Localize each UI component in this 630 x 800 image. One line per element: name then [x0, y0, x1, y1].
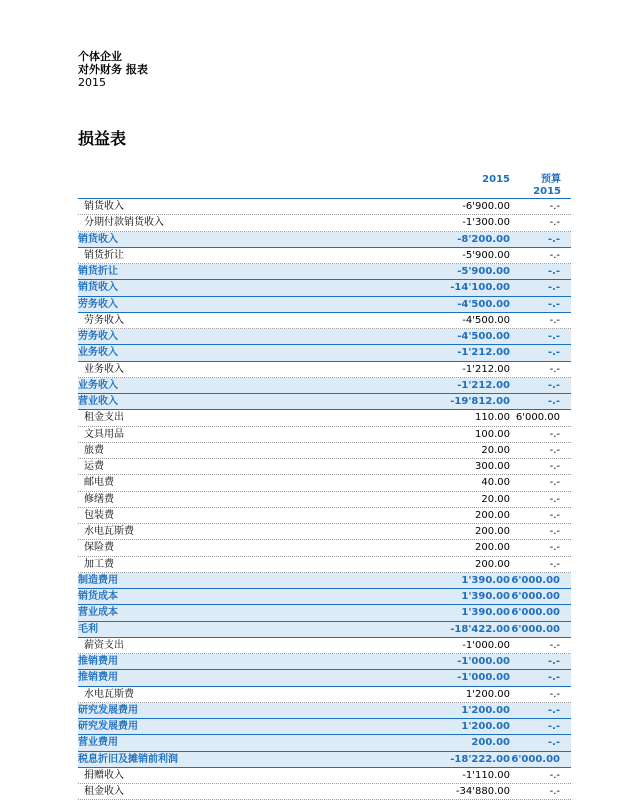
table-row — [78, 248, 571, 264]
row-value-budget: -.- — [547, 298, 560, 310]
row-value-budget: -.- — [547, 331, 560, 342]
subtotal-row — [78, 622, 571, 638]
row-value-actual: 1'390.00 — [461, 574, 510, 586]
row-value-budget: -.- — [547, 721, 560, 732]
column-header-budget: 预算 2015 — [533, 174, 561, 197]
row-value-actual: -1'110.00 — [462, 769, 510, 781]
column-header-actual: 2015 — [482, 174, 510, 185]
row-value-budget: -.- — [547, 379, 560, 391]
row-label: 销货收入 — [78, 233, 118, 245]
row-label: 保险费 — [84, 542, 114, 554]
row-value-budget: -.- — [547, 737, 560, 749]
subtotal-row — [78, 280, 571, 296]
row-value-budget: 6'000.00 — [515, 412, 560, 424]
row-label: 薪资支出 — [84, 639, 124, 651]
row-value-budget: -.- — [549, 639, 560, 651]
row-value-actual: -1'212.00 — [462, 363, 510, 375]
table-row — [78, 443, 571, 459]
subtotal-row — [78, 719, 571, 735]
row-value-budget: -.- — [547, 672, 560, 684]
row-value-actual: 1'200.00 — [461, 721, 510, 732]
row-label: 修缮费 — [84, 493, 114, 505]
row-value-budget: -.- — [549, 249, 560, 261]
row-value-budget: -.- — [549, 786, 560, 797]
table-row — [78, 557, 571, 573]
table-row — [78, 540, 571, 556]
subtotal-row — [78, 654, 571, 670]
row-label: 业务收入 — [78, 379, 118, 391]
row-label: 劳务收入 — [78, 298, 118, 310]
subtotal-row — [78, 605, 571, 621]
table-row — [78, 768, 571, 784]
row-value-budget: -.- — [549, 314, 560, 326]
row-value-actual: -1'000.00 — [457, 656, 510, 667]
row-label: 水电瓦斯费 — [84, 688, 134, 700]
row-label: 推销费用 — [78, 672, 118, 684]
row-label: 邮电费 — [84, 477, 114, 489]
row-label: 毛利 — [78, 623, 98, 635]
row-label: 营业费用 — [78, 737, 118, 749]
report-year: 2015 — [78, 76, 106, 89]
row-value-actual: 40.00 — [481, 477, 510, 489]
row-value-actual: 100.00 — [475, 428, 510, 440]
subtotal-row — [78, 394, 571, 410]
subtotal-row — [78, 670, 571, 686]
row-value-actual: 200.00 — [475, 542, 510, 554]
row-value-budget: -.- — [549, 461, 560, 472]
row-label: 捐赠收入 — [84, 769, 124, 781]
row-value-actual: -5'900.00 — [457, 266, 510, 277]
subtotal-row — [78, 752, 571, 768]
table-row — [78, 215, 571, 231]
row-value-actual: -5'900.00 — [462, 249, 510, 261]
row-label: 销货收入 — [78, 282, 118, 294]
row-value-actual: 300.00 — [475, 461, 510, 472]
row-value-budget: -.- — [549, 542, 560, 554]
row-label: 推销费用 — [78, 656, 118, 667]
row-value-budget: -.- — [549, 493, 560, 505]
row-value-actual: 20.00 — [481, 444, 510, 456]
row-value-actual: -19'812.00 — [450, 396, 510, 407]
row-value-budget: 6'000.00 — [511, 591, 560, 602]
row-label: 包装费 — [84, 509, 114, 521]
row-label: 销货成本 — [78, 591, 118, 602]
subtotal-row — [78, 345, 571, 361]
row-value-budget: -.- — [549, 363, 560, 375]
subtotal-row — [78, 329, 571, 345]
row-label: 业务收入 — [78, 347, 118, 359]
row-value-actual: 20.00 — [481, 493, 510, 505]
row-value-budget: -.- — [547, 704, 560, 716]
table-row — [78, 427, 571, 443]
row-label: 租金收入 — [84, 786, 124, 797]
row-label: 劳务收入 — [84, 314, 124, 326]
row-value-actual: -4'500.00 — [462, 314, 510, 326]
row-label: 旅费 — [84, 444, 104, 456]
row-label: 研究发展费用 — [78, 721, 138, 732]
row-label: 文具用品 — [84, 428, 124, 440]
row-value-actual: -1'212.00 — [457, 347, 510, 359]
row-value-budget: 6'000.00 — [511, 574, 560, 586]
row-value-actual: 110.00 — [475, 412, 510, 424]
row-label: 水电瓦斯费 — [84, 526, 134, 537]
row-value-budget: 6'000.00 — [511, 607, 560, 619]
row-label: 营业成本 — [78, 607, 118, 619]
row-value-actual: -1'212.00 — [457, 379, 510, 391]
company-name: 个体企业 — [78, 50, 122, 63]
subtotal-row — [78, 297, 571, 313]
row-label: 租金支出 — [84, 412, 124, 424]
row-value-budget: -.- — [549, 688, 560, 700]
subtotal-row — [78, 378, 571, 394]
table-row — [78, 524, 571, 540]
row-value-actual: -1'000.00 — [462, 639, 510, 651]
row-value-budget: -.- — [549, 769, 560, 781]
table-row — [78, 638, 571, 654]
row-value-actual: 200.00 — [475, 509, 510, 521]
row-value-actual: -18'422.00 — [450, 623, 510, 635]
row-value-budget: -.- — [549, 526, 560, 537]
row-value-actual: -6'900.00 — [462, 201, 510, 212]
row-label: 加工费 — [84, 558, 114, 570]
row-value-budget: -.- — [549, 217, 560, 229]
row-label: 制造费用 — [78, 574, 118, 586]
subtotal-row — [78, 735, 571, 751]
table-row — [78, 784, 571, 800]
row-value-actual: -1'000.00 — [457, 672, 510, 684]
income-statement-table — [78, 199, 571, 800]
row-value-actual: 200.00 — [471, 737, 510, 749]
row-value-actual: -4'500.00 — [457, 298, 510, 310]
row-value-actual: 1'390.00 — [461, 607, 510, 619]
row-value-budget: -.- — [549, 444, 560, 456]
row-value-budget: -.- — [549, 428, 560, 440]
row-label: 税息折旧及摊销前利润 — [78, 753, 178, 765]
subtotal-row — [78, 703, 571, 719]
row-value-budget: -.- — [547, 656, 560, 667]
row-label: 劳务收入 — [78, 331, 118, 342]
row-value-budget: -.- — [547, 347, 560, 359]
row-value-budget: -.- — [547, 233, 560, 245]
row-value-actual: -1'300.00 — [462, 217, 510, 229]
table-row — [78, 459, 571, 475]
row-value-budget: 6'000.00 — [511, 753, 560, 765]
row-label: 销货折让 — [78, 266, 118, 277]
row-label: 业务收入 — [84, 363, 124, 375]
subtotal-row — [78, 232, 571, 248]
row-value-actual: -18'222.00 — [450, 753, 510, 765]
row-value-budget: -.- — [549, 201, 560, 212]
row-value-actual: -8'200.00 — [457, 233, 510, 245]
row-label: 销货收入 — [84, 201, 124, 212]
row-value-budget: -.- — [547, 396, 560, 407]
row-value-budget: -.- — [547, 266, 560, 277]
row-label: 营业收入 — [78, 396, 118, 407]
row-value-actual: -34'880.00 — [455, 786, 510, 797]
page-title: 损益表 — [78, 129, 127, 148]
row-label: 分期付款销货收入 — [84, 217, 164, 229]
row-value-budget: -.- — [549, 558, 560, 570]
row-value-budget: -.- — [547, 282, 560, 294]
subtotal-row — [78, 264, 571, 280]
row-value-actual: 1'390.00 — [461, 591, 510, 602]
row-value-budget: 6'000.00 — [511, 623, 560, 635]
row-label: 销货折让 — [84, 249, 124, 261]
table-row — [78, 687, 571, 703]
row-label: 运费 — [84, 461, 104, 472]
subtotal-row — [78, 589, 571, 605]
row-value-actual: 200.00 — [475, 526, 510, 537]
row-value-budget: -.- — [549, 477, 560, 489]
subtotal-row — [78, 573, 571, 589]
row-label: 研究发展费用 — [78, 704, 138, 716]
row-value-budget: -.- — [549, 509, 560, 521]
table-row — [78, 362, 571, 378]
row-value-actual: -4'500.00 — [457, 331, 510, 342]
table-row — [78, 313, 571, 329]
table-row — [78, 492, 571, 508]
table-row — [78, 199, 571, 215]
row-value-actual: -14'100.00 — [450, 282, 510, 294]
row-value-actual: 1'200.00 — [465, 688, 510, 700]
report-name: 对外财务 报表 — [78, 63, 148, 76]
report-header — [78, 50, 148, 89]
row-value-actual: 200.00 — [475, 558, 510, 570]
table-row — [78, 508, 571, 524]
row-value-actual: 1'200.00 — [461, 704, 510, 716]
table-row — [78, 475, 571, 491]
table-row — [78, 410, 571, 426]
